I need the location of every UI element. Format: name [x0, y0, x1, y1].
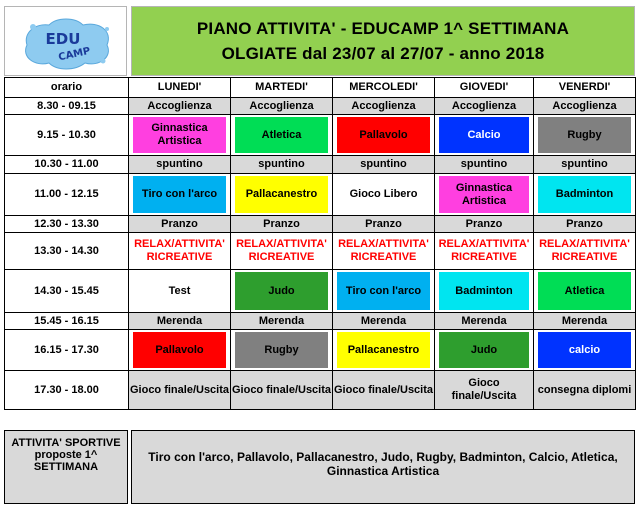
activity-cell: [129, 115, 231, 156]
activity-cell: [534, 98, 636, 115]
activity-cell: [129, 233, 231, 270]
activity-label: Tiro con l'arco: [133, 176, 226, 213]
activity-label: RELAX/ATTIVITA' RICREATIVE: [231, 233, 332, 269]
activity-label: Judo: [439, 332, 529, 368]
activity-cell: [435, 174, 534, 216]
header-day: VENERDI': [534, 78, 636, 98]
activity-label: calcio: [538, 332, 631, 368]
activity-label: Pallavolo: [337, 117, 430, 153]
activity-cell: [534, 216, 636, 233]
activity-label: Ginnastica Artistica: [133, 117, 226, 153]
activity-label: Gioco Libero: [333, 174, 434, 215]
activity-cell: [231, 216, 333, 233]
activity-label: Pranzo: [435, 216, 533, 232]
activity-cell: [435, 115, 534, 156]
schedule-row: [5, 216, 636, 233]
activity-cell: [435, 98, 534, 115]
activity-cell: [534, 115, 636, 156]
schedule-row: [5, 174, 636, 216]
activity-cell: [129, 98, 231, 115]
header-day: LUNEDI': [129, 78, 231, 98]
activity-label: Gioco finale/Uscita: [129, 371, 230, 409]
time-slot: 13.30 - 14.30: [5, 233, 129, 270]
activity-label: Merenda: [534, 313, 635, 329]
activity-label: spuntino: [129, 156, 230, 173]
activity-cell: [333, 174, 435, 216]
activity-label: Calcio: [439, 117, 529, 153]
activity-label: Rugby: [235, 332, 328, 368]
schedule-row: [5, 313, 636, 330]
header-day: MARTEDI': [231, 78, 333, 98]
activity-label: spuntino: [333, 156, 434, 173]
schedule-row: [5, 115, 636, 156]
header-row: [5, 78, 636, 98]
activity-cell: [534, 270, 636, 313]
schedule-row: [5, 371, 636, 410]
time-slot: 14.30 - 15.45: [5, 270, 129, 313]
activity-label: Pranzo: [534, 216, 635, 232]
activity-label: RELAX/ATTIVITA' RICREATIVE: [534, 233, 635, 269]
activity-cell: [333, 371, 435, 410]
footer-label: ATTIVITA' SPORTIVE proposte 1^ SETTIMANA: [4, 430, 128, 504]
activity-cell: [435, 330, 534, 371]
activity-cell: [534, 313, 636, 330]
header-day: MERCOLEDI': [333, 78, 435, 98]
activity-cell: [231, 156, 333, 174]
activity-label: Atletica: [538, 272, 631, 310]
activity-cell: [333, 156, 435, 174]
activity-label: RELAX/ATTIVITA' RICREATIVE: [129, 233, 230, 269]
activity-cell: [129, 216, 231, 233]
activity-label: Accoglienza: [333, 98, 434, 114]
schedule-row: [5, 270, 636, 313]
activity-cell: [435, 371, 534, 410]
time-slot: 9.15 - 10.30: [5, 115, 129, 156]
activity-cell: [231, 371, 333, 410]
activity-cell: [333, 216, 435, 233]
activity-cell: [435, 156, 534, 174]
activity-cell: [129, 371, 231, 410]
activity-label: consegna diplomi: [534, 371, 635, 409]
activity-label: Merenda: [435, 313, 533, 329]
schedule-row: [5, 330, 636, 371]
activity-cell: [435, 233, 534, 270]
time-slot: 15.45 - 16.15: [5, 313, 129, 330]
activity-cell: [231, 233, 333, 270]
activity-cell: [333, 270, 435, 313]
title-banner: [131, 6, 635, 76]
activity-label: Accoglienza: [534, 98, 635, 114]
activity-cell: [333, 98, 435, 115]
activity-cell: [129, 330, 231, 371]
activity-label: Badminton: [439, 272, 529, 310]
activity-label: Accoglienza: [129, 98, 230, 114]
title-line-1: PIANO ATTIVITA' - EDUCAMP 1^ SETTIMANA: [196, 19, 570, 38]
activity-label: RELAX/ATTIVITA' RICREATIVE: [435, 233, 533, 269]
footer-activities: Tiro con l'arco, Pallavolo, Pallacanestro, Judo, Rugby, Badminton, Calcio, Atletica, Ginnastica Artistica: [131, 430, 635, 504]
activity-cell: [534, 330, 636, 371]
activity-cell: [534, 371, 636, 410]
activity-cell: [435, 313, 534, 330]
activity-cell: [333, 115, 435, 156]
time-slot: 16.15 - 17.30: [5, 330, 129, 371]
logo-text-edu: EDU: [45, 30, 81, 48]
activity-label: Pranzo: [333, 216, 434, 232]
activity-label: Merenda: [333, 313, 434, 329]
time-slot: 17.30 - 18.00: [5, 371, 129, 410]
activity-label: Gioco finale/Uscita: [435, 371, 533, 409]
activity-cell: [231, 174, 333, 216]
schedule-row: [5, 156, 636, 174]
time-slot: 11.00 - 12.15: [5, 174, 129, 216]
activity-cell: [231, 270, 333, 313]
activity-cell: [333, 313, 435, 330]
activity-label: Test: [129, 270, 230, 312]
activity-cell: [435, 270, 534, 313]
title-line-2: OLGIATE dal 23/07 al 27/07 - anno 2018: [221, 44, 545, 63]
activity-label: Merenda: [231, 313, 332, 329]
header-day: GIOVEDI': [435, 78, 534, 98]
activity-label: Pranzo: [231, 216, 332, 232]
schedule-row: [5, 98, 636, 115]
activity-cell: [534, 156, 636, 174]
activity-cell: [333, 330, 435, 371]
activity-label: Accoglienza: [231, 98, 332, 114]
activity-label: spuntino: [435, 156, 533, 173]
activity-cell: [435, 216, 534, 233]
logo-text-camp: CAMP: [57, 45, 92, 64]
activity-label: Pallacanestro: [235, 176, 328, 213]
activity-label: Tiro con l'arco: [337, 272, 430, 310]
activity-label: Gioco finale/Uscita: [333, 371, 434, 409]
activity-label: Ginnastica Artistica: [439, 176, 529, 213]
time-slot: 10.30 - 11.00: [5, 156, 129, 174]
activity-cell: [129, 156, 231, 174]
activity-cell: [231, 313, 333, 330]
schedule-row: [5, 233, 636, 270]
activity-cell: [231, 115, 333, 156]
activity-label: Gioco finale/Uscita: [231, 371, 332, 409]
activity-cell: [129, 174, 231, 216]
activity-label: spuntino: [231, 156, 332, 173]
time-slot: 8.30 - 09.15: [5, 98, 129, 115]
activity-cell: [231, 330, 333, 371]
activity-label: Judo: [235, 272, 328, 310]
activity-cell: [534, 233, 636, 270]
activity-cell: [231, 98, 333, 115]
activity-label: RELAX/ATTIVITA' RICREATIVE: [333, 233, 434, 269]
activity-label: Rugby: [538, 117, 631, 153]
activity-label: Pranzo: [129, 216, 230, 232]
activity-label: spuntino: [534, 156, 635, 173]
activity-label: Pallavolo: [133, 332, 226, 368]
activity-label: Atletica: [235, 117, 328, 153]
educamp-logo: [19, 15, 115, 71]
time-slot: 12.30 - 13.30: [5, 216, 129, 233]
activity-cell: [534, 174, 636, 216]
activity-label: Pallacanestro: [337, 332, 430, 368]
schedule-table: [4, 77, 636, 410]
activity-cell: [129, 270, 231, 313]
activity-cell: [129, 313, 231, 330]
activity-label: Badminton: [538, 176, 631, 213]
activity-label: Merenda: [129, 313, 230, 329]
header-orario: orario: [5, 78, 129, 98]
logo-cell: [4, 6, 127, 76]
activity-label: Accoglienza: [435, 98, 533, 114]
activity-cell: [333, 233, 435, 270]
